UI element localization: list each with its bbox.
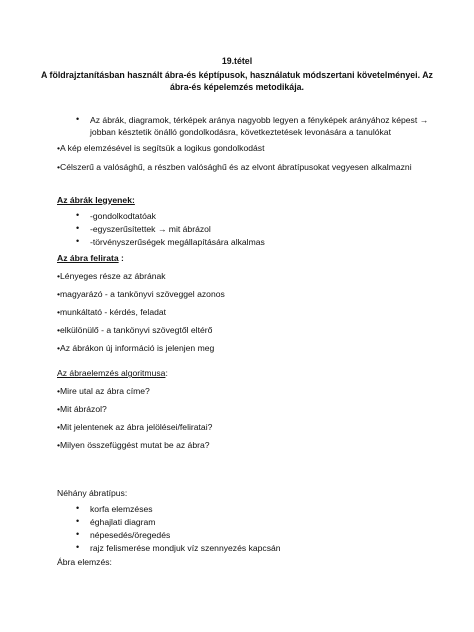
list-item: •Lényeges része az ábrának	[57, 271, 166, 281]
list-item: •Mire utal az ábra címe?	[57, 386, 150, 396]
list-item: korfa elemzéses	[90, 504, 153, 514]
section-heading-felirata-suffix: :	[118, 253, 124, 263]
list-item: •Mit ábrázol?	[57, 404, 107, 414]
intro-bullet-line-2: jobban késztetik önálló gondolkodásra, következtetések levonására a tanulókat	[90, 127, 391, 137]
section-heading-algoritmus-text: Az ábraelemzés algoritmusa	[57, 368, 166, 378]
list-item: rajz felismerése mondjuk víz szennyezés kapcsán	[90, 543, 281, 553]
list-item: •munkáltató - kérdés, feladat	[57, 307, 167, 317]
list-item: •elkülönülő - a tankönyvi szövegtől eltérő	[57, 325, 213, 335]
section-heading-algoritmus-suffix: :	[165, 368, 168, 378]
bullet-icon: •	[76, 210, 80, 220]
list-item: népesedés/öregedés	[90, 530, 171, 540]
bullet-icon: •	[76, 503, 80, 513]
section-heading-algoritmus	[57, 368, 168, 379]
intro-bullet-line-1: Az ábrák, diagramok, térképek aránya nagyobb legyen a fényképek arányához képest →	[90, 115, 429, 125]
list-item: -egyszerűsítettek → mit ábrázol	[90, 224, 211, 234]
section-heading-abratipus: Néhány ábratípus:	[57, 488, 128, 498]
section-heading-abrak: Az ábrák legyenek:	[57, 195, 135, 205]
bullet-icon: •	[76, 114, 80, 124]
bullet-icon: •	[76, 516, 80, 526]
bullet-icon: •	[76, 236, 80, 246]
document-subtitle-line-1: A földrajztanításban használt ábra-és képtípusok, használatuk módszertani követelményei. Az	[41, 70, 433, 80]
list-item: -gondolkodtatóak	[90, 211, 156, 221]
section-heading-felirata-text: Az ábra felirata	[57, 253, 119, 263]
paragraph-logic: •A kép elemzésével is segítsük a logikus gondolkodást	[57, 143, 265, 153]
list-item: •magyarázó - a tankönyvi szöveggel azonos	[57, 289, 225, 299]
list-item: •Milyen összefüggést mutat be az ábra?	[57, 440, 210, 450]
list-item: •Az ábrákon új információ is jelenjen meg	[57, 343, 215, 353]
document-subtitle-line-2: ábra-és képelemzés metodikája.	[170, 82, 304, 92]
section-heading-felirata	[57, 253, 124, 264]
bullet-icon: •	[76, 223, 80, 233]
bullet-icon: •	[76, 529, 80, 539]
document-title: 19.tétel	[221, 56, 253, 66]
bullet-icon: •	[76, 542, 80, 552]
paragraph-types: •Célszerű a valósághű, a részben valósághű és az elvont ábratípusokat vegyesen alkalmazni	[57, 162, 412, 172]
list-item: -törvényszerűségek megállapítására alkalmas	[90, 237, 265, 247]
section-heading-abra-elemzes: Ábra elemzés:	[57, 557, 112, 567]
list-item: •Mit jelentenek az ábra jelölései/feliratai?	[57, 422, 213, 432]
list-item: éghajlati diagram	[90, 517, 156, 527]
